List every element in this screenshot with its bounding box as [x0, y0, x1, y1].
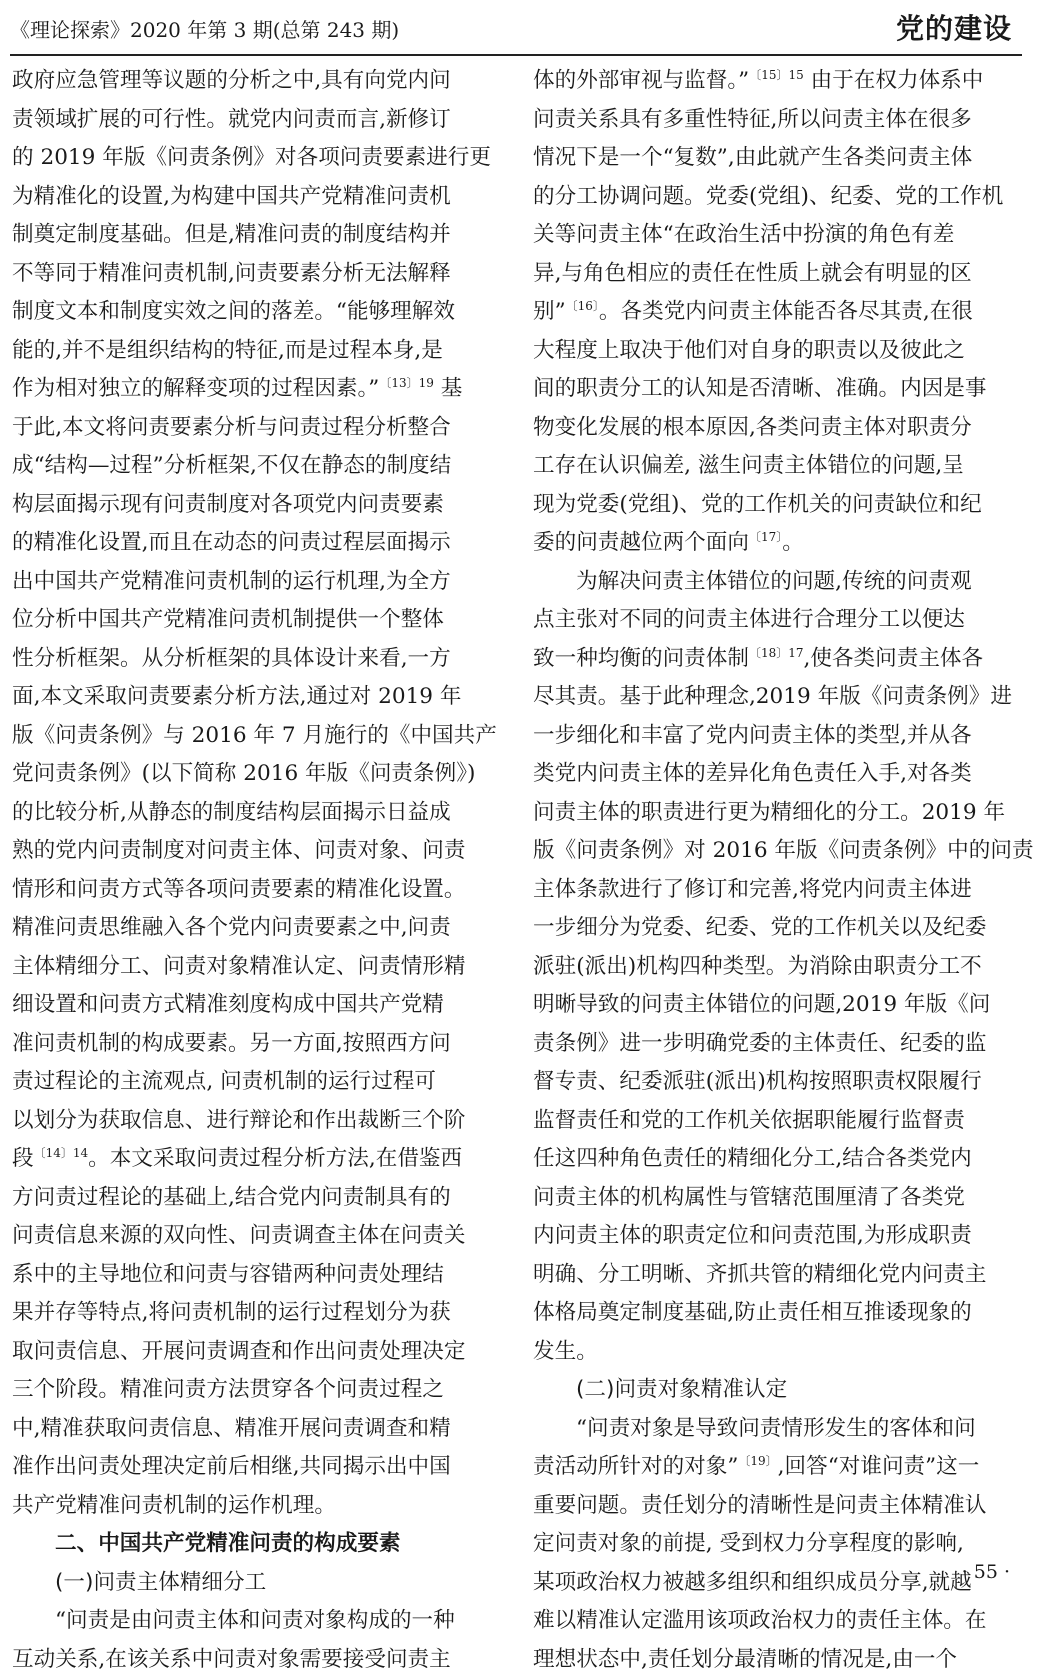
line-text: 类党内问责主体的差异化角色责任入手,对各类	[533, 761, 972, 786]
text-line	[12, 524, 502, 563]
text-line	[12, 1179, 502, 1218]
text-line	[12, 139, 502, 178]
line-text: 责活动所针对的对象”	[533, 1454, 738, 1479]
line-text: 问责关系具有多重性特征,所以问责主体在很多	[533, 107, 972, 132]
text-line	[533, 640, 1023, 679]
text-line	[533, 447, 1023, 486]
line-text: 二、中国共产党精准问责的构成要素	[55, 1531, 401, 1556]
text-line	[533, 1179, 1023, 1218]
text-line	[12, 909, 502, 948]
line-text: 系中的主导地位和问责与容错两种问责处理结	[12, 1262, 444, 1287]
line-text: 主体条款进行了修订和完善,将党内问责主体进	[533, 877, 972, 902]
text-line	[533, 678, 1023, 717]
line-text: 性分析框架。从分析框架的具体设计来看,一方	[12, 646, 451, 671]
line-text: 三个阶段。精准问责方法贯穿各个问责过程之	[12, 1377, 444, 1402]
journal-info: 《理论探索》2020 年第 3 期(总第 243 期)	[10, 18, 399, 42]
text-line	[12, 1294, 502, 1333]
line-text: 准作出问责处理决定前后相继,共同揭示出中国	[12, 1454, 451, 1479]
text-line	[533, 1217, 1023, 1256]
text-line	[533, 486, 1023, 525]
text-line	[12, 101, 502, 140]
line-text: 的精准化设置,而且在动态的问责过程层面揭示	[12, 530, 451, 555]
line-text: 情况下是一个“复数”,由此就产生各类问责主体	[533, 145, 972, 170]
text-line	[533, 717, 1023, 756]
line-text: 以划分为获取信息、进行辩论和作出裁断三个阶	[12, 1108, 465, 1133]
line-text: 现为党委(党组)、党的工作机关的问责缺位和纪	[533, 492, 982, 517]
text-line	[533, 563, 1023, 602]
citation-ref: 〔19〕	[738, 1454, 777, 1468]
line-text: 出中国共产党精准问责机制的运行机理,为全方	[12, 569, 451, 594]
text-line	[12, 486, 502, 525]
line-text: 制奠定制度基础。但是,精准问责的制度结构并	[12, 222, 451, 247]
line-text: 互动关系,在该关系中问责对象需要接受问责主	[12, 1647, 451, 1672]
text-line	[12, 1564, 502, 1603]
text-line	[533, 1256, 1023, 1295]
text-line	[12, 1333, 502, 1372]
text-line	[533, 332, 1023, 371]
text-line	[12, 1256, 502, 1295]
text-line	[533, 1602, 1023, 1641]
page-header	[0, 0, 1050, 54]
line-text: 准问责机制的构成要素。另一方面,按照西方问	[12, 1031, 451, 1056]
line-text: 物变化发展的根本原因,各类问责主体对职责分	[533, 415, 972, 440]
text-line	[533, 216, 1023, 255]
line-text: 责条例》进一步明确党委的主体责任、纪委的监	[533, 1031, 986, 1056]
line-text-after: 基	[434, 376, 462, 401]
line-text-after: 。本文采取问责过程分析方法,在借鉴西	[88, 1146, 462, 1171]
line-text: 责过程论的主流观点, 问责机制的运行过程可	[12, 1069, 436, 1094]
line-text: 版《问责条例》与 2016 年 7 月施行的《中国共产	[12, 723, 497, 748]
text-line	[12, 1602, 502, 1641]
text-line	[12, 794, 502, 833]
text-line	[12, 1410, 502, 1449]
line-text: 别”	[533, 299, 566, 324]
line-text: 任这四种角色责任的精细化分工,结合各类党内	[533, 1146, 972, 1171]
text-line	[533, 1025, 1023, 1064]
text-line	[533, 255, 1023, 294]
text-line	[533, 1294, 1023, 1333]
header-rule	[10, 54, 1022, 56]
text-line	[533, 948, 1023, 987]
text-line	[12, 255, 502, 294]
text-line	[533, 1140, 1023, 1179]
page-number: · 55 ·	[962, 1560, 1010, 1584]
text-line	[12, 755, 502, 794]
line-text: 工存在认识偏差, 滋生问责主体错位的问题,呈	[533, 453, 964, 478]
text-line	[12, 1102, 502, 1141]
line-text: 精准问责思维融入各个党内问责要素之中,问责	[12, 915, 451, 940]
text-line	[12, 62, 502, 101]
text-line	[12, 1217, 502, 1256]
text-line	[533, 1564, 1023, 1603]
line-text-after: 。各类党内问责主体能否各尽其责,在很	[599, 299, 973, 324]
line-text: 方问责过程论的基础上,结合党内问责制具有的	[12, 1185, 451, 1210]
line-text: 问责主体的职责进行更为精细化的分工。2019 年	[533, 800, 1005, 825]
line-text: 为精准化的设置,为构建中国共产党精准问责机	[12, 184, 451, 209]
line-text: 监督责任和党的工作机关依据职能履行监督责	[533, 1108, 965, 1133]
line-text: 派驻(派出)机构四种类型。为消除由职责分工不	[533, 954, 982, 979]
text-line	[533, 755, 1023, 794]
line-text: 熟的党内问责制度对问责主体、问责对象、问责	[12, 838, 465, 863]
text-line	[12, 601, 502, 640]
citation-ref: 〔18〕17	[749, 645, 804, 659]
line-text: 的分工协调问题。党委(党组)、纪委、党的工作机	[533, 184, 1003, 209]
text-line	[533, 871, 1023, 910]
line-text: 一步细分为党委、纪委、党的工作机关以及纪委	[533, 915, 986, 940]
line-text: 作为相对独立的解释变项的过程因素。”	[12, 376, 379, 401]
line-text: “问责是由问责主体和问责对象构成的一种	[55, 1608, 455, 1633]
line-text-after: 。	[782, 530, 804, 555]
text-line	[12, 1525, 502, 1564]
line-text: 版《问责条例》对 2016 年版《问责条例》中的问责	[533, 838, 1034, 863]
text-line	[12, 409, 502, 448]
text-line	[12, 563, 502, 602]
text-line	[533, 601, 1023, 640]
line-text: 发生。	[533, 1339, 598, 1364]
text-line	[12, 447, 502, 486]
section-tag: 党的建设	[896, 14, 1012, 44]
line-text: 中,精准获取问责信息、精准开展问责调查和精	[12, 1416, 451, 1441]
line-text: 主体精细分工、问责对象精准认定、问责情形精	[12, 954, 465, 979]
text-line	[12, 1025, 502, 1064]
text-line	[12, 1140, 502, 1179]
line-text: 成“结构—过程”分析框架,不仅在静态的制度结	[12, 453, 451, 478]
text-line	[533, 909, 1023, 948]
line-text: 督专责、纪委派驻(派出)机构按照职责权限履行	[533, 1069, 982, 1094]
text-line	[533, 1102, 1023, 1141]
line-text: 党问责条例》(以下简称 2016 年版《问责条例》)	[12, 761, 475, 786]
text-line	[533, 832, 1023, 871]
line-text: 一步细化和丰富了党内问责主体的类型,并从各	[533, 723, 972, 748]
text-line	[533, 370, 1023, 409]
text-line	[533, 986, 1023, 1025]
line-text: 位分析中国共产党精准问责机制提供一个整体	[12, 607, 444, 632]
text-line	[533, 1525, 1023, 1564]
text-line	[12, 1448, 502, 1487]
text-line	[12, 216, 502, 255]
text-line	[533, 1641, 1023, 1679]
text-line	[12, 1371, 502, 1410]
line-text: 体的外部审视与监督。”	[533, 68, 749, 93]
text-line	[12, 986, 502, 1025]
line-text: 不等同于精准问责机制,问责要素分析无法解释	[12, 261, 451, 286]
line-text: 尽其责。基于此种理念,2019 年版《问责条例》进	[533, 684, 1012, 709]
text-line	[533, 101, 1023, 140]
text-line	[12, 1063, 502, 1102]
line-text: 重要问题。责任划分的清晰性是问责主体精准认	[533, 1493, 986, 1518]
line-text-after: ,使各类问责主体各	[804, 646, 984, 671]
text-line	[12, 1487, 502, 1526]
line-text: 段	[12, 1146, 34, 1171]
line-text-after: ,回答“对谁问责”这一	[778, 1454, 980, 1479]
line-text: 的 2019 年版《问责条例》对各项问责要素进行更	[12, 145, 491, 170]
text-line	[533, 139, 1023, 178]
line-text: 制度文本和制度实效之间的落差。“能够理解效	[12, 299, 455, 324]
line-text: 委的问责越位两个面向	[533, 530, 749, 555]
citation-ref: 〔13〕19	[379, 376, 434, 390]
line-text: 果并存等特点,将问责机制的运行过程划分为获	[12, 1300, 451, 1325]
line-text: 关等问责主体“在政治生活中扮演的角色有差	[533, 222, 954, 247]
line-text: 某项政治权力被越多组织和组织成员分享,就越	[533, 1570, 972, 1595]
line-text: 问责主体的机构属性与管辖范围厘清了各类党	[533, 1185, 965, 1210]
text-line	[533, 293, 1023, 332]
text-line	[12, 178, 502, 217]
text-line	[533, 1371, 1023, 1410]
text-line	[533, 1410, 1023, 1449]
line-text: (一)问责主体精细分工	[55, 1570, 266, 1595]
line-text: 政府应急管理等议题的分析之中,具有向党内问	[12, 68, 451, 93]
citation-ref: 〔16〕	[566, 299, 599, 313]
citation-ref: 〔14〕14	[34, 1146, 89, 1160]
text-line	[533, 1063, 1023, 1102]
text-line	[12, 1641, 502, 1679]
citation-ref: 〔17〕	[749, 530, 782, 544]
line-text: 大程度上取决于他们对自身的职责以及彼此之	[533, 338, 965, 363]
line-text: 定问责对象的前提, 受到权力分享程度的影响,	[533, 1531, 964, 1556]
text-line	[533, 794, 1023, 833]
line-text: 于此,本文将问责要素分析与问责过程分析整合	[12, 415, 451, 440]
line-text: 能的,并不是组织结构的特征,而是过程本身,是	[12, 338, 443, 363]
line-text-after: 由于在权力体系中	[804, 68, 984, 93]
line-text: 异,与角色相应的责任在性质上就会有明显的区	[533, 261, 972, 286]
right-column	[533, 62, 1023, 1542]
line-text: 致一种均衡的问责体制	[533, 646, 749, 671]
line-text: 点主张对不同的问责主体进行合理分工以便达	[533, 607, 965, 632]
line-text: 问责信息来源的双向性、问责调查主体在问责关	[12, 1223, 465, 1248]
line-text: 取问责信息、开展问责调查和作出问责处理决定	[12, 1339, 465, 1364]
text-line	[12, 332, 502, 371]
text-line	[12, 293, 502, 332]
text-line	[12, 832, 502, 871]
line-text: 为解决问责主体错位的问题,传统的问责观	[576, 569, 972, 594]
text-line	[533, 1333, 1023, 1372]
text-line	[533, 178, 1023, 217]
text-line	[12, 640, 502, 679]
text-line	[533, 409, 1023, 448]
line-text: 情形和问责方式等各项问责要素的精准化设置。	[12, 877, 465, 902]
left-column	[12, 62, 502, 1542]
line-text: 的比较分析,从静态的制度结构层面揭示日益成	[12, 800, 451, 825]
line-text: 间的职责分工的认知是否清晰、准确。内因是事	[533, 376, 986, 401]
text-line	[533, 1448, 1023, 1487]
line-text: (二)问责对象精准认定	[576, 1377, 787, 1402]
line-text: 内问责主体的职责定位和问责范围,为形成职责	[533, 1223, 972, 1248]
text-line	[533, 524, 1023, 563]
line-text: 面,本文采取问责要素分析方法,通过对 2019 年	[12, 684, 462, 709]
line-text: 明确、分工明晰、齐抓共管的精细化党内问责主	[533, 1262, 986, 1287]
text-line	[533, 1487, 1023, 1526]
line-text: 责领域扩展的可行性。就党内问责而言,新修订	[12, 107, 451, 132]
line-text: 理想状态中,责任划分最清晰的情况是,由一个	[533, 1647, 957, 1672]
line-text: 体格局奠定制度基础,防止责任相互推诿现象的	[533, 1300, 972, 1325]
text-line	[12, 370, 502, 409]
text-line	[12, 871, 502, 910]
line-text: 共产党精准问责机制的运作机理。	[12, 1493, 336, 1518]
line-text: 明晰导致的问责主体错位的问题,2019 年版《问	[533, 992, 990, 1017]
text-line	[12, 717, 502, 756]
text-line	[12, 678, 502, 717]
citation-ref: 〔15〕15	[749, 68, 804, 82]
line-text: 构层面揭示现有问责制度对各项党内问责要素	[12, 492, 444, 517]
line-text: “问责对象是导致问责情形发生的客体和问	[576, 1416, 976, 1441]
line-text: 难以精准认定滥用该项政治权力的责任主体。在	[533, 1608, 986, 1633]
text-line	[12, 948, 502, 987]
text-line	[533, 62, 1023, 101]
line-text: 细设置和问责方式精准刻度构成中国共产党精	[12, 992, 444, 1017]
